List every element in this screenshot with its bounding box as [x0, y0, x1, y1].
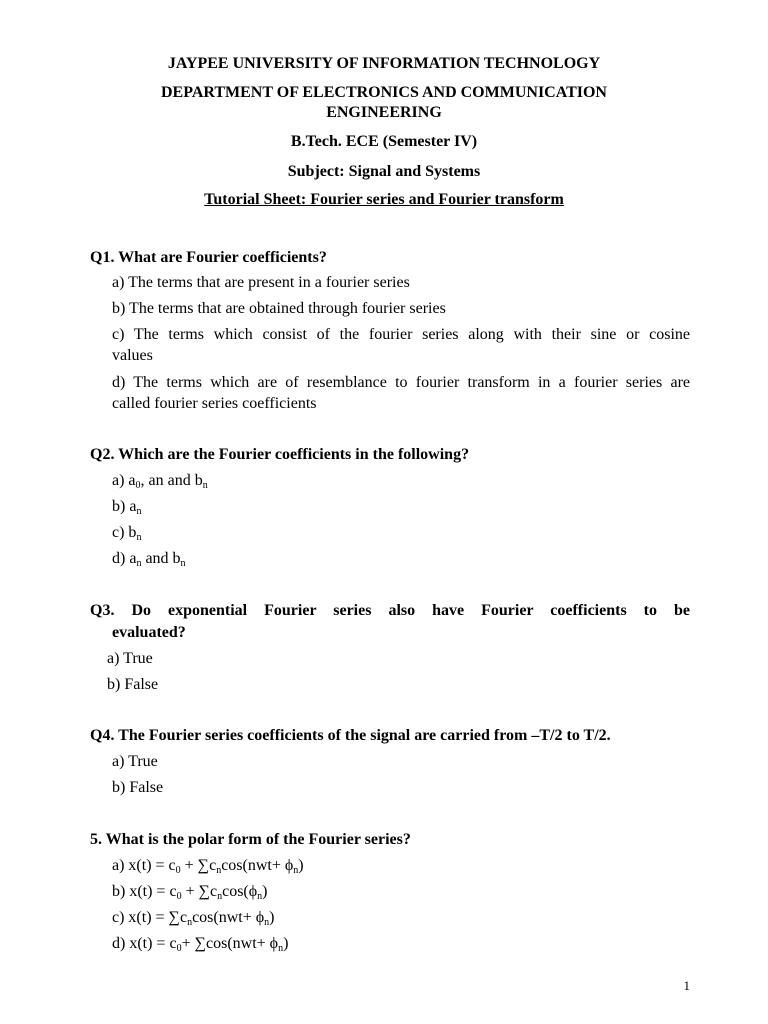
- question-5: 5. What is the polar form of the Fourier series?: [90, 831, 411, 848]
- q2-c-text-1: c) b: [112, 524, 137, 541]
- question-2: Q2. Which are the Fourier coefficients in the following?: [90, 446, 470, 463]
- q1-option-b: b) The terms that are obtained through fourier series: [112, 300, 446, 317]
- q5-d-text-2: + ∑cos(nwt+ ϕ: [181, 935, 279, 952]
- q5-a-text-3: cos(nwt+ ϕ: [221, 857, 294, 874]
- q5-d-sub-2: n: [278, 943, 284, 954]
- q2-d-sub-2: n: [180, 558, 186, 569]
- subject-line: Subject: Signal and Systems: [287, 163, 481, 180]
- q5-c-text-3: ): [269, 909, 275, 926]
- q5-a-text-4: ): [298, 857, 304, 874]
- q2-d-text-2: and b: [141, 550, 181, 567]
- q2-a-text-1: a) a: [112, 472, 136, 489]
- q4-option-a: a) True: [112, 753, 158, 770]
- page-number: 1: [683, 978, 690, 993]
- q2-b-sub-1: n: [136, 506, 142, 517]
- q3-option-b: b) False: [107, 676, 159, 693]
- q5-b-text-2: + ∑c: [181, 883, 218, 900]
- q5-a-text-1: a) x(t) = c: [112, 857, 176, 874]
- q5-c-text-2: cos(nwt+ ϕ: [192, 909, 265, 926]
- question-3-line-2: evaluated?: [112, 624, 186, 641]
- q2-option-b: [112, 496, 690, 518]
- q2-a-text-2: , an and b: [140, 472, 203, 489]
- q1-option-c-line-2: values: [112, 347, 153, 364]
- q5-c-text-1: c) x(t) = ∑c: [112, 909, 188, 926]
- q3-option-a: a) True: [107, 650, 153, 667]
- question-4: Q4. The Fourier series coefficients of the signal are carried from –T/2 to T/2.: [90, 727, 611, 744]
- q1-option-d-line-2: called fourier series coefficients: [112, 395, 317, 412]
- q2-a-sub-2: n: [202, 480, 208, 491]
- q2-d-text-1: d) a: [112, 550, 137, 567]
- q2-c-sub-1: n: [136, 532, 142, 543]
- q5-b-sub-3: n: [257, 891, 263, 902]
- q5-option-c: [112, 907, 690, 929]
- q5-a-sub-1: 0: [175, 865, 181, 876]
- q5-d-text-3: ): [283, 935, 289, 952]
- q5-d-text-1: d) x(t) = c: [112, 935, 177, 952]
- question-1: Q1. What are Fourier coefficients?: [90, 249, 327, 266]
- q5-a-sub-3: n: [293, 865, 299, 876]
- q2-option-a: [112, 470, 690, 492]
- q5-option-d: [112, 933, 690, 955]
- q5-b-sub-2: n: [217, 891, 223, 902]
- q5-c-sub-1: n: [187, 917, 193, 928]
- department-line-2: ENGINEERING: [326, 104, 442, 121]
- program-line: B.Tech. ECE (Semester IV): [290, 133, 478, 150]
- q5-option-a: [112, 855, 690, 877]
- q2-a-sub-1: 0: [135, 480, 141, 491]
- q4-option-b: b) False: [112, 779, 164, 796]
- q5-a-text-2: + ∑c: [180, 857, 217, 874]
- q5-option-b: [112, 881, 690, 903]
- q2-d-sub-1: n: [136, 558, 142, 569]
- question-3-line-1: Q3. Do exponential Fourier series also have Fourier coefficients to be: [90, 602, 690, 619]
- q5-b-text-3: cos(ϕ: [222, 883, 258, 900]
- q1-option-c-line-1: c) The terms which consist of the fourier series along with their sine or cosine: [112, 326, 690, 343]
- q5-d-sub-1: 0: [176, 943, 182, 954]
- q1-option-a: a) The terms that are present in a fourier series: [112, 274, 410, 291]
- q1-option-d-line-1: d) The terms which are of resemblance to fourier transform in a fourier series are: [112, 374, 690, 391]
- q5-b-text-1: b) x(t) = c: [112, 883, 177, 900]
- q2-b-text-1: b) a: [112, 498, 137, 515]
- sheet-title: [0, 190, 768, 210]
- q5-c-sub-2: n: [264, 917, 270, 928]
- department-line-1: DEPARTMENT OF ELECTRONICS AND COMMUNICATION: [161, 84, 607, 101]
- q5-b-text-4: ): [262, 883, 268, 900]
- q5-a-sub-2: n: [216, 865, 222, 876]
- q2-option-d: [112, 548, 690, 570]
- q2-option-c: [112, 522, 690, 544]
- university-name: JAYPEE UNIVERSITY OF INFORMATION TECHNOLOGY: [167, 55, 601, 72]
- sheet-title-text: Tutorial Sheet: Fourier series and Fourier transform: [204, 191, 564, 208]
- q5-b-sub-1: 0: [176, 891, 182, 902]
